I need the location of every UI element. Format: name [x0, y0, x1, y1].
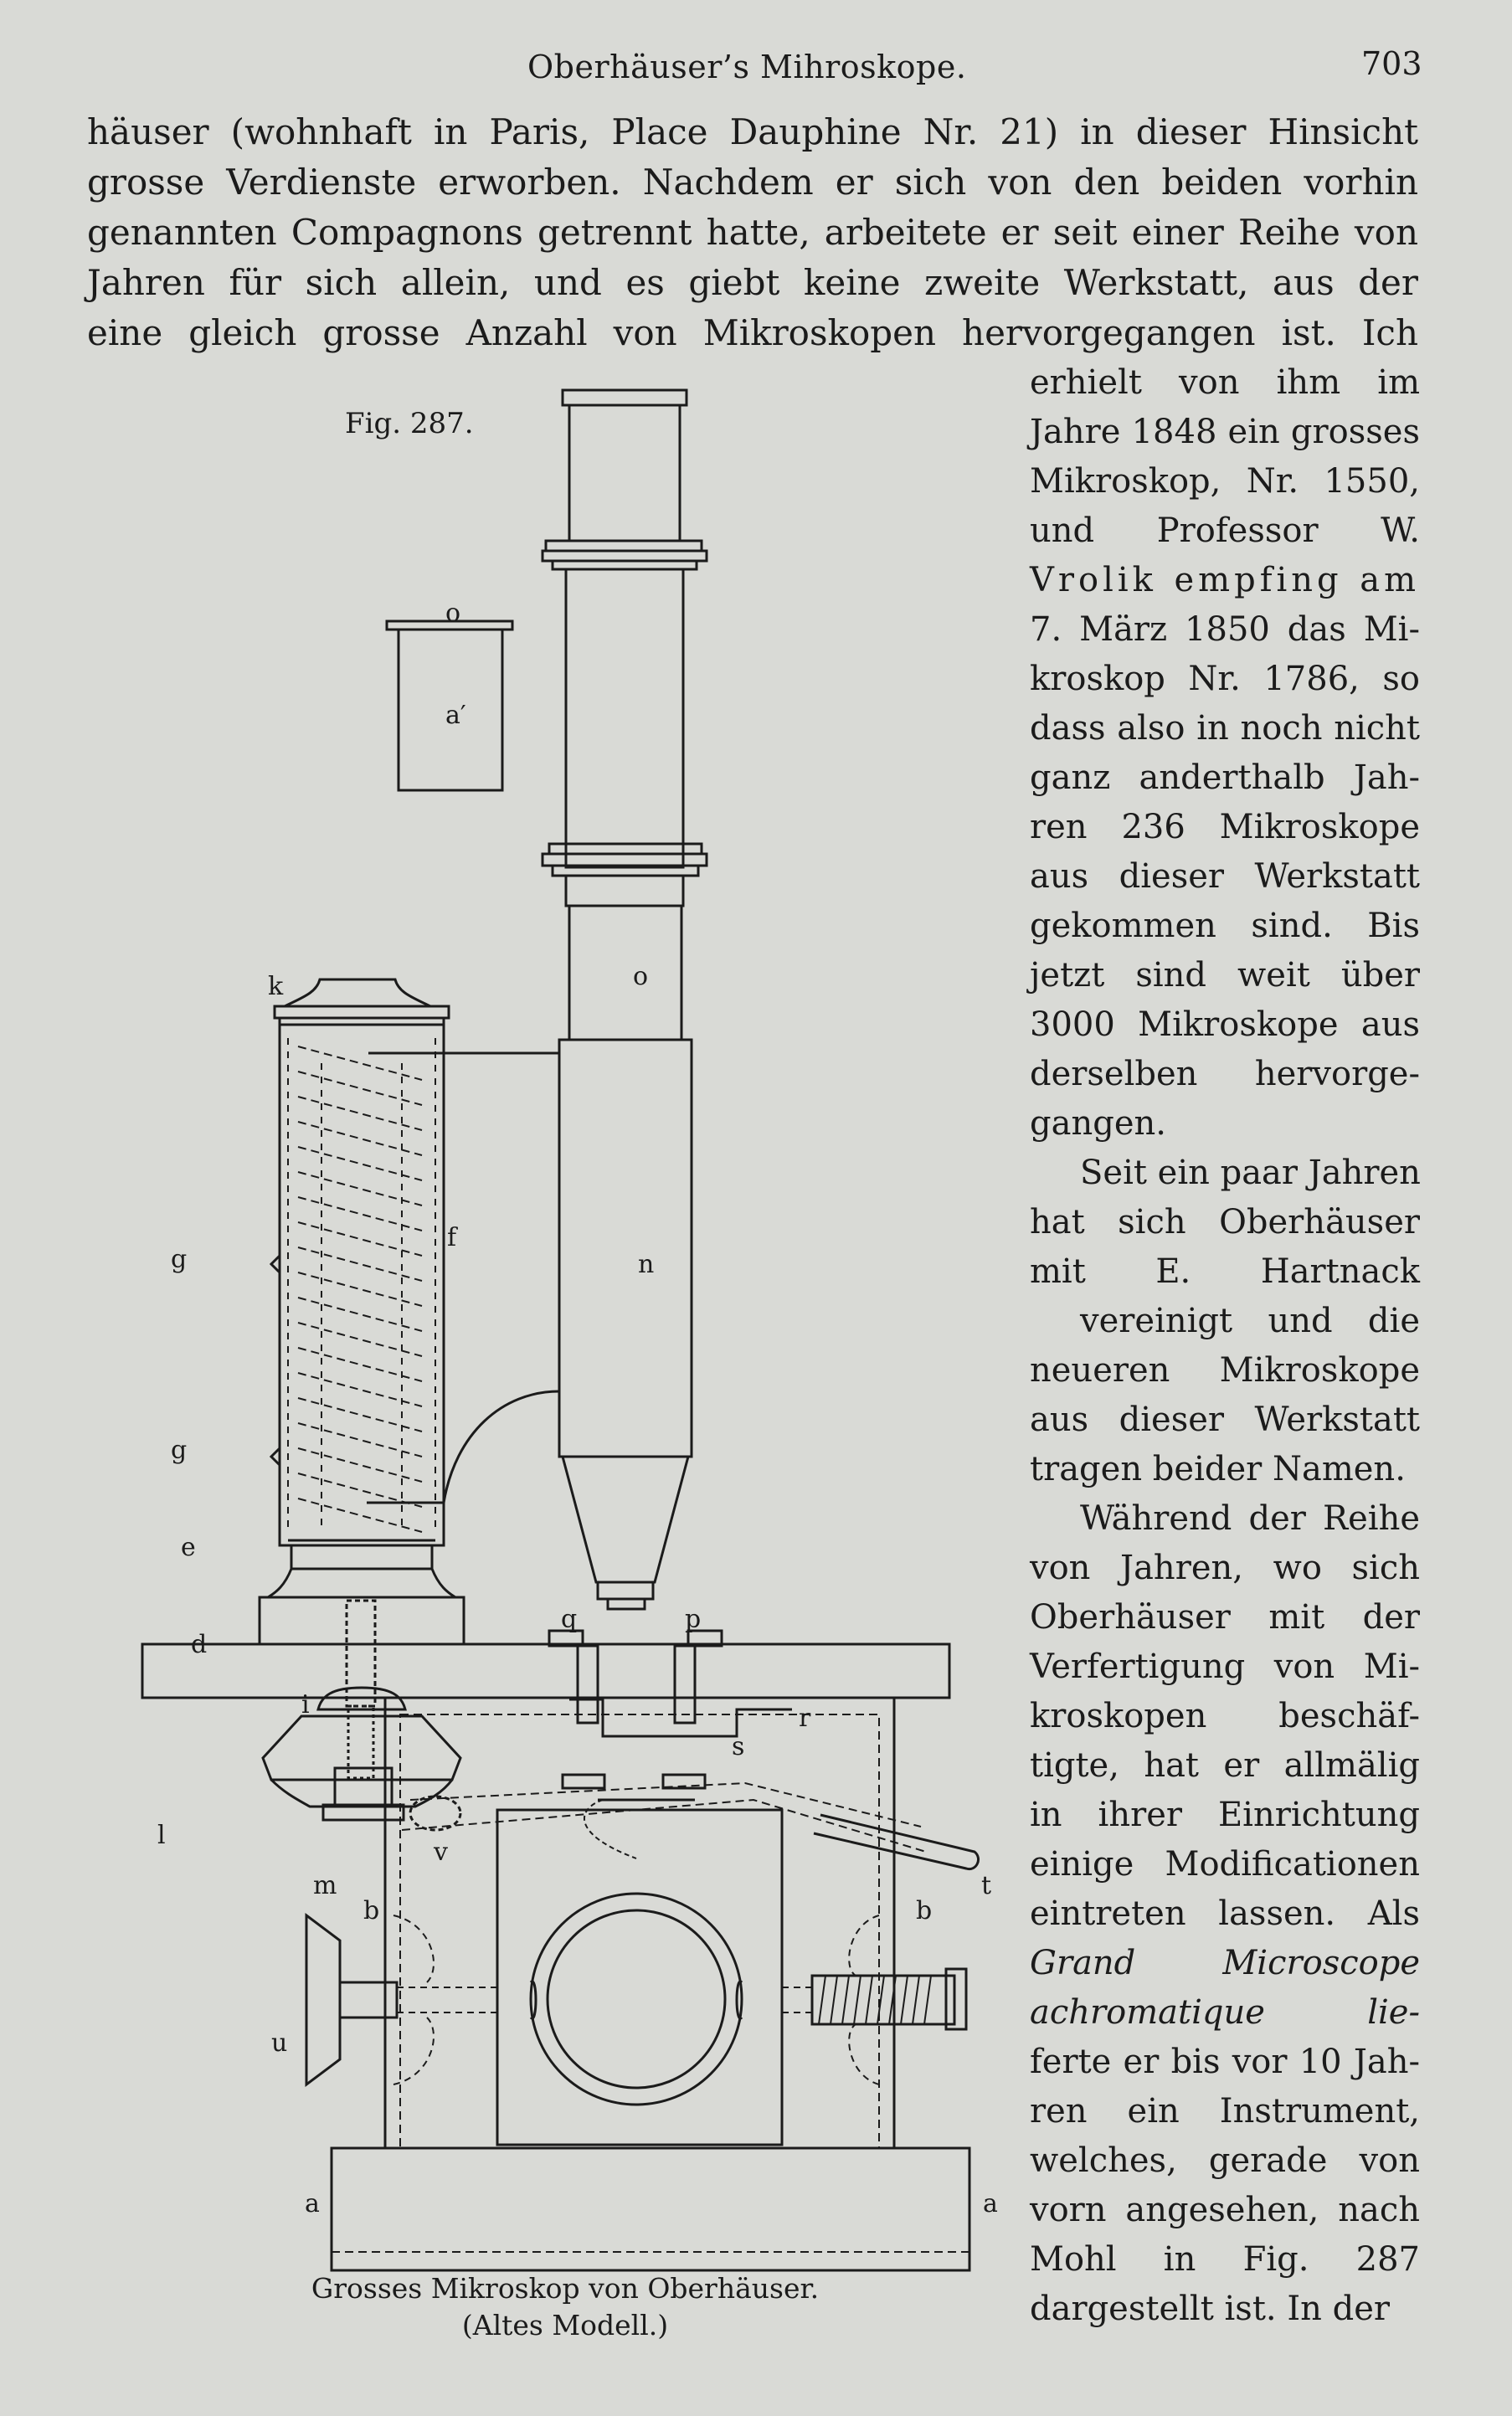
pillar-collar — [260, 1545, 464, 1644]
microscope-drawing — [134, 377, 1013, 2277]
caption-line-2: (Altes Modell.) — [461, 2309, 669, 2341]
text-line: 3000 Mikroskope aus — [1030, 1005, 1420, 1044]
eyepiece — [543, 390, 707, 569]
text-line: derselben hervorge- — [1030, 1055, 1420, 1093]
text-line: eintreten lassen. Als — [1030, 1894, 1420, 1933]
adjust-knob-left — [306, 1915, 497, 2084]
mirror-lever — [402, 1783, 979, 1869]
text-line: von Jahren, wo sich — [1030, 1549, 1420, 1587]
text-line: ren ein Instrument, — [1030, 2092, 1420, 2131]
text-line: Grand Microscope — [1030, 1944, 1420, 1982]
fine-adjust-screw — [263, 1601, 460, 1820]
pillar-head — [275, 979, 449, 1025]
figure-caption — [201, 2270, 929, 2344]
figure-label: Fig. 287. — [345, 407, 474, 440]
letter-r: r — [799, 1704, 811, 1733]
letter-a-left: a — [305, 2189, 320, 2218]
letter-t: t — [981, 1871, 992, 1900]
text-line: vorn angesehen, nach — [1030, 2191, 1420, 2229]
text-line: Jahre 1848 ein grosses — [1030, 413, 1420, 451]
text-line: und Professor W. — [1030, 511, 1420, 550]
letter-s: s — [732, 1732, 745, 1761]
text-line: grosse Verdienste erworben. Nachdem er sich von den beiden vorhin — [87, 162, 1418, 203]
text-line: Vrolik empfing am — [1030, 561, 1420, 599]
tube-o — [569, 906, 681, 1040]
text-line: Mohl in Fig. 287 — [1030, 2240, 1420, 2279]
letter-i: i — [301, 1690, 310, 1719]
text-line: ferte er bis vor 10 Jah- — [1030, 2043, 1420, 2081]
text-line: Während der Reihe — [1080, 1499, 1420, 1538]
text-line: mit E. Hartnack — [1030, 1252, 1420, 1291]
text-line: kroskopen beschäf- — [1030, 1697, 1420, 1735]
text-line: dargestellt ist. In der — [1030, 2290, 1390, 2328]
text-line: gekommen sind. Bis — [1030, 907, 1420, 945]
letter-e: e — [181, 1533, 196, 1562]
letter-b-left: b — [363, 1896, 380, 1925]
letter-d: d — [191, 1630, 208, 1659]
stage-clips — [549, 1631, 792, 1788]
letter-g-upper: g — [171, 1245, 188, 1274]
text-line: Oberhäuser mit der — [1030, 1598, 1420, 1637]
text-line: jetzt sind weit über — [1030, 956, 1420, 995]
text-line: aus dieser Werkstatt — [1030, 857, 1420, 896]
text-line: neueren Mikroskope — [1030, 1351, 1420, 1390]
page-number: 703 — [1361, 45, 1422, 82]
letter-g-lower: g — [171, 1436, 188, 1465]
text-line: hat sich Oberhäuser — [1030, 1203, 1420, 1241]
text-line: vereinigt und die — [1080, 1302, 1420, 1340]
text-line: aus dieser Werkstatt — [1030, 1401, 1420, 1439]
text-line: Seit ein paar Jahren — [1080, 1154, 1421, 1192]
letter-n: n — [638, 1250, 655, 1279]
text-line: 7. März 1850 das Mi- — [1030, 610, 1420, 649]
letter-f: f — [447, 1223, 457, 1252]
text-line: welches, gerade von — [1030, 2141, 1420, 2180]
text-line: tragen beider Namen. — [1030, 1450, 1406, 1488]
text-line: Mikroskop, Nr. 1550, — [1030, 462, 1420, 501]
full-width-paragraph — [87, 107, 1418, 358]
letter-u: u — [271, 2028, 288, 2058]
text-line: achromatique lie- — [1030, 1993, 1420, 2032]
stage-plate — [142, 1644, 949, 1698]
text-line: erhielt von ihm im — [1030, 363, 1420, 402]
text-line: eine gleich grosse Anzahl von Mikroskopen hervorgegangen ist. Ich — [87, 312, 1418, 353]
text-line: Jahren für sich allein, und es giebt keine zweite Werkstatt, aus der — [87, 262, 1418, 303]
letter-a-prime: a′ — [445, 701, 466, 730]
outer-tube-n — [559, 1040, 692, 1609]
adjust-screw-right — [782, 1915, 966, 2084]
text-line: ganz anderthalb Jah- — [1030, 758, 1420, 797]
text-line: kroskop Nr. 1786, so — [1030, 660, 1420, 698]
mirror-housing — [497, 1800, 782, 2145]
text-line: ren 236 Mikroskope — [1030, 808, 1420, 846]
text-line: dass also in noch nicht — [1030, 709, 1420, 748]
letter-l: l — [157, 1821, 166, 1850]
text-line: genannten Compagnons getrennt hatte, arbeitete er seit einer Reihe von — [87, 212, 1418, 253]
text-line: in ihrer Einrichtung — [1030, 1796, 1420, 1834]
microscope-figure — [134, 377, 1013, 2277]
connecting-arm — [367, 1053, 559, 1503]
side-text-column — [1030, 358, 1420, 2334]
caption-line-1: Grosses Mikroskop von Oberhäuser. — [311, 2272, 820, 2305]
letter-k: k — [268, 972, 284, 1001]
letter-p: p — [685, 1605, 702, 1634]
text-line: gangen. — [1030, 1104, 1166, 1143]
letter-v: v — [434, 1838, 448, 1867]
text-line: einige Modificationen — [1030, 1845, 1420, 1884]
letter-m: m — [313, 1871, 337, 1900]
text-line: tigte, hat er allmälig — [1030, 1746, 1420, 1785]
letter-a-right: a — [983, 2189, 998, 2218]
letter-o: o — [633, 962, 649, 991]
body-frame — [385, 1698, 894, 2148]
pillar — [271, 1025, 444, 1545]
running-title: Oberhäuser’s Mihroskope. — [527, 49, 967, 85]
letter-o-small: o — [445, 599, 461, 628]
base — [332, 2148, 969, 2270]
drawtube-upper — [543, 569, 707, 906]
text-line: häuser (wohnhaft in Paris, Place Dauphine Nr. 21) in dieser Hinsicht — [87, 111, 1418, 152]
letter-b-right: b — [916, 1896, 933, 1925]
text-line: Verfertigung von Mi- — [1030, 1648, 1420, 1686]
running-head — [0, 42, 1512, 92]
letter-q: q — [561, 1605, 578, 1634]
